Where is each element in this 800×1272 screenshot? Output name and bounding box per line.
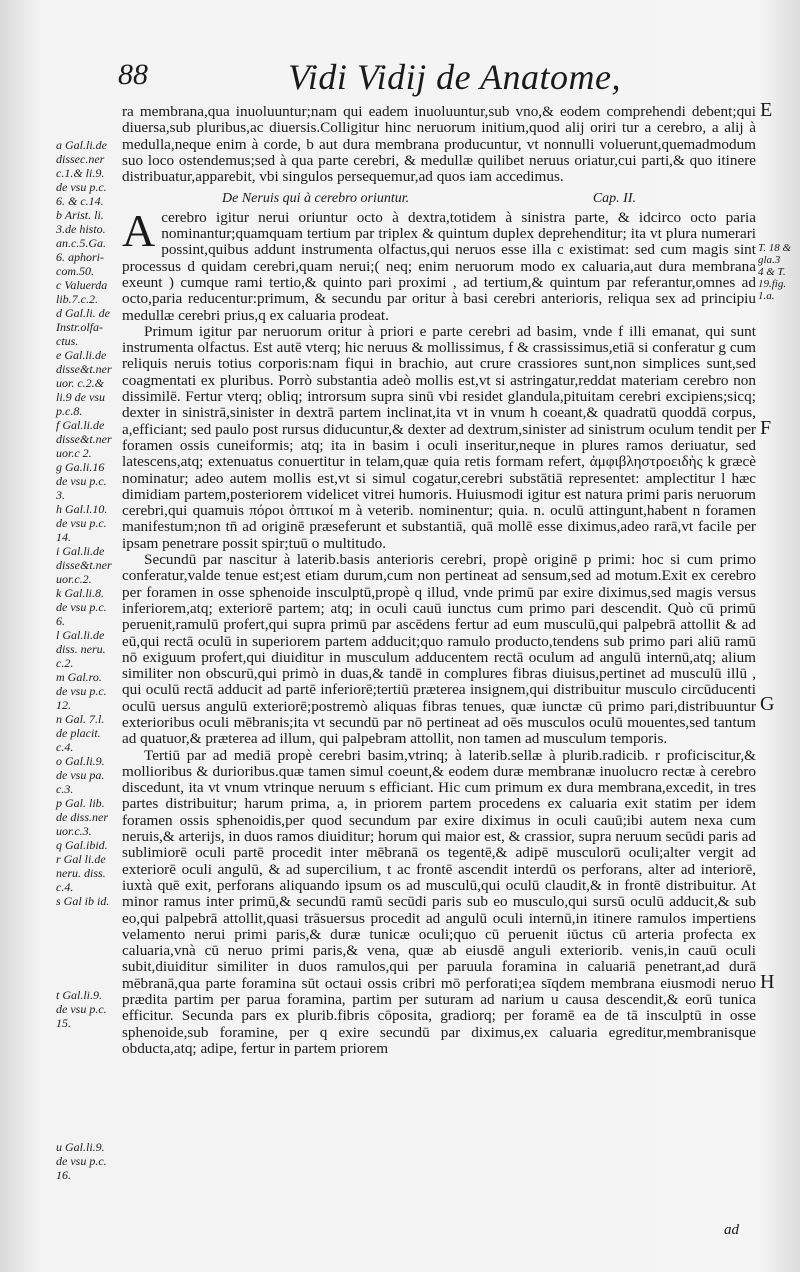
page-number: 88	[118, 58, 148, 91]
margin-note: c Valuerda lib.7.c.2.	[56, 278, 108, 306]
margin-note: k Gal.li.8. de vsu p.c. 6.	[56, 586, 107, 628]
margin-note: t Gal.li.9. de vsu p.c. 15.	[56, 988, 107, 1030]
margin-note: q Gal.ibid. r Gal li.de neru. diss. c.4.	[56, 838, 108, 894]
page-header	[118, 58, 758, 102]
margin-note: u Gal.li.9. de vsu p.c. 16.	[56, 1140, 107, 1182]
margin-note: l Gal.li.de diss. neru. c.2.	[56, 628, 106, 670]
margin-letter: H	[760, 971, 775, 993]
paragraph: ra membrana,qua inuoluuntur;nam qui eadem inuoluuntur,sub vno,& eodem comprehendi debent;qui diuersa,sub pluribus,ac diuersis.Colligitur hinc neruorum initium,quod alij oriri tur a cerebro, a alij à medulla,neque enim à corde, b aut dura membrana producuntur, vt nonnulli voluerunt,quemadmodum suo loco ostendemus;sed à qua parte cerebri, & medullæ quilibet neruus oriatur,cui parti,& quo itinere distribuatur,apparebit, vbi singulos persequemur,ad quos iam accedimus.	[122, 103, 756, 186]
margin-letter: E	[760, 99, 773, 121]
paragraph: Tertiū par ad mediā propè cerebri basim,vtrinq; à laterib.sellæ à plurib.radicib. r proficiscitur,& mollioribus & durioribus.quæ tamen simul coeunt,& eodem duræ membranæ inuolucro rectæ à cerebro discedunt, ita vt vnum vtrinque neruum s efficiant. Hic cum primum ex dura membrana,excedit, in tres partes distribuitur; harum prima, a, in priorem partem procedens ex caluaria exit statim per idem foramen ossis sphenoidis,per quod secundum par exire diximus in oculi cauū;ibi autem nexa cum neruis,& arterijs, in duos ramos diuiditur; horum qui maior est, & crassior, supra neruum secūdi paris ad sublimiorē oculi partē procedit inter mēbranā os tegentē,& adipē musculorū oculi;alter vergit ad exteriorē oculi angulū, & ad supercilium, t ac frontē ascendit interdū os perforans, alter ad interiorē, iuxtà quē exit, perforans aliquando ipsum os ad musculū,qui oculū claudit,& in frontē distribuitur. At minor ramus inter primū,& secundū ramū secūdi paris sub eo musculo,qui sursū oculū adducit,& sub eo,qui palpebrā attollit,quasi trāsuersus procedit ad angulū oculi internū,in itinere ramulos impertiens velamento nerui primi paris,& duræ tunicæ oculi;quo cū peruenit iūctus cū arteria profecta ex caluaria,vnà cū neruo primi paris,& vena, quæ ab eiusdē anguli exteriorib. venis,in cauū oculi subit,diuiditur similiter in duos ramulos,qui per paruula foramina in caluariā penetrant,ad durā mēbranā,qua parte foramina sūt octaui ossis cribri mō perforati;ea sīqdem membrana eiusmodi neruo prædita partim per parua foramina, partim per suturam ad narium u causa descendit,& eorū tunica efficitur. Secunda pars ex plurib.fibris cōposita, gradiorq; per foramē ea de tā insculptū in osse sphenoide,sub foramine, per q exire secundū par diximus,ex caluaria egreditur,membranisque obducta,atq; adipe, fertur in partem priorem	[122, 746, 756, 1057]
drop-capital: A	[122, 204, 156, 256]
running-title: Vidi Vidij de Anatome,	[288, 57, 621, 97]
body-text	[122, 104, 756, 1057]
margin-note: s Gal ib id.	[56, 894, 110, 908]
margin-note: d Gal.li. de Instr.olfa- ctus.	[56, 306, 110, 348]
chapter-title: De Neruis qui à cerebro oriuntur.	[222, 191, 410, 207]
chapter-number: Cap. II.	[592, 191, 636, 207]
paragraph	[122, 204, 756, 324]
chapter-heading	[122, 191, 756, 207]
margin-letter: G	[760, 693, 775, 715]
margin-note: g Ga.li.16 de vsu p.c. 3.	[56, 460, 107, 502]
margin-note: o Gal.li.9. de vsu pa. c.3.	[56, 754, 105, 796]
paragraph: Secundū par nascitur à laterib.basis anterioris cerebri, propè originē p primi: hoc si cum primo conferatur,valde tenue est;est etiam durum,cum non pertineat ad sensum,sed ad motum.Exit ex cerebro per foramen in osse sphenoide insculptū,propè q illud, vnde primū par exire diximus,sed magis versus inferiorem,atq; exteriorē partem; atq; in oculi cauū iunctus cum primo pari descendit. Quò cū primū peruenit,ramulū profert,qui supra primū par ascēdens fertur ad eum musculū,qui palpebrā attollit & ad eū,qui rectā oculū in superiorem partem adducit;quo ramulo producto,tendens sub primo pari aliū ramū nō exiguum profert,qui diuiditur in musculum adducentem rectā oculum ad angulū internū,atq; alium similiter non obscurū,qui primò in duas,& tandē in complures fibras diuisus,pertinet ad musculū illū , qui oculū rectā adducit ad partē inferiorē;tertiū præterea insignem,qui distribuitur musculo circūducenti oculū uersus angulū exteriorē;postremò aliquas fibras tenues, quæ iunctæ cū primo pari,distribuuntur exterioribus oculi mēbranis;ita vt secundū par nō pertineat ad oēs musculos oculū mouentes,sed tantum ad quatuor,& præterea ad illum, qui palpebram attollit, non tamen ad musculum temporis.	[122, 551, 756, 748]
margin-note: a Gal.li.de dissec.ner c.1.& li.9. de vsu p.c. 6. & c.14.	[56, 138, 107, 208]
margin-note: p Gal. lib. de diss.ner uor.c.3.	[56, 796, 108, 838]
margin-note: e Gal.li.de disse&t.ner uor. c.2.& li.9 de vsu p.c.8.	[56, 348, 112, 418]
margin-note: n Gal. 7.l. de placit. c.4.	[56, 712, 105, 754]
margin-note: m Gal.ro. de vsu p.c. 12.	[56, 670, 107, 712]
paragraph: Primum igitur par neruorum oritur à priori e parte cerebri ad basim, vnde f illi emanat, qui sunt instrumenta olfactus. Est autē vterq; hic neruus & mollissimus, f & crassissimus,etiā si conferatur g cum reliquis neruis totius corporis:nam fiqui in brachio, aut crure crassiores sunt,non simplices sunt,sed coagmentati ex pluribus. Porrò substantia adeò mollis est,vt si astringatur,reddat materiam cerebro non dissimilē. Fertur vterq; obliq; introrsum supra sinū vbi residet glandula,pituitam cerebri excipiens;sicq; dexter in sinistrā,sinister in dextrā partem inclinat,ita vt in vnum h coeant,& quadratū quoddā corpus, a,efficiant; sed paulo post rursus diducuntur,& dexter ad dextrum,sinister ad sinistrum oculum tendit per foramen ossis cuneiformis; atq; ita in basim i oculi inseritur,neque in plures ramos deriuatur, sed latescens,atq; extenuatus conuertitur in telam,quæ quia retis formam refert, ἀμφιβληστροειδὴς k græcè nominatur; adeo autem mollis est,vt si simul cogatur,cerebri substātiā representet: amplectitur l hæc dimidiam partem,posteriorem videlicet vitrei humoris. Huiusmodi igitur est natura primi paris neruorum cerebri,qui quamuis πόροι ὀπτικοί m à veterib. nominentur; quia. n. oculū attingunt,habent n foramen manifestum;non tn̄ ad originē præseferunt et substantiā, quā mollē esse diximus,adeo rarā,vt facile per ipsam penetrare possit spir;tuū o multitudo.	[122, 322, 756, 552]
margin-letter: F	[760, 417, 772, 439]
left-margin-notes	[56, 138, 120, 1182]
paragraph-text: cerebro igitur nerui oriuntur octo à dextra,totidem à sinistra parte, & idcirco octo paria nominantur;quamquam tertium par triplex & quintum duplex deprehenditur; ita vt plura numerari possint,quibus addunt instrumenta olfactus,qui neruos esse illa c existimat: sed cum magis sint processus d quidam cerebri,quam nerui;( neq; enim neruorum modo ex caluaria,aut dura membrana exeunt ) cumque rami tertio,& quinto pari proximi , ad tertium,& quintum par referantur,omnes ad octo,paria reducentur:primum, & secundu par oritur à basi cerebri anterioris, reliqua sex ad principiu medullæ cerebri prius,q ex caluaria prodeat.	[122, 208, 756, 324]
margin-note: f Gal.li.de disse&t.ner uor.c 2.	[56, 418, 112, 460]
margin-note: h Gal.l.10. de vsu p.c. 14.	[56, 502, 108, 544]
catchword: ad	[724, 1222, 739, 1238]
margin-note: i Gal.li.de disse&t.ner uor.c.2.	[56, 544, 112, 586]
margin-note: b Arist. li. 3.de histo. an.c.5.Ga. 6. aphori- com.50.	[56, 208, 106, 278]
margin-ref: T. 18 & gla.3 4 & T. 19.fig. 1.a.	[758, 242, 792, 302]
